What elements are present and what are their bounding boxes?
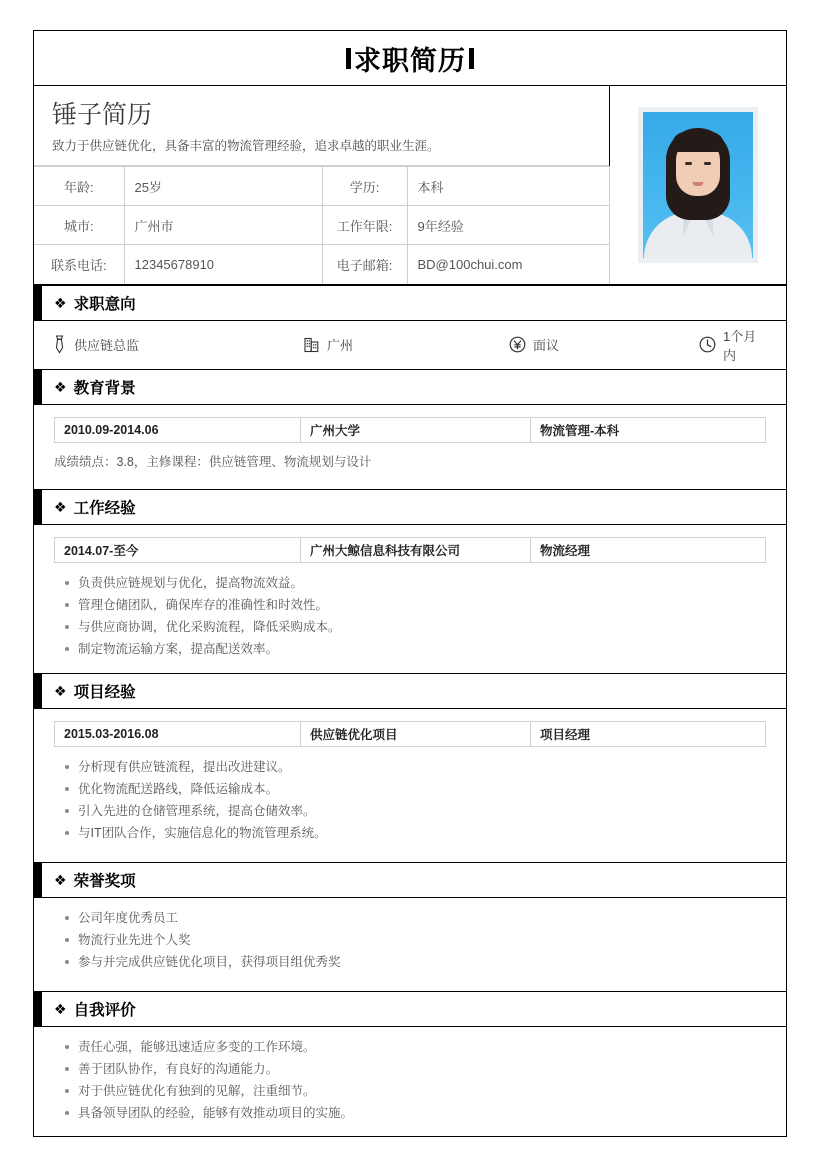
education-date: 2010.09-2014.06	[55, 418, 301, 442]
table-row	[34, 167, 609, 206]
section-header-project	[34, 673, 786, 709]
section-header-self	[34, 991, 786, 1027]
section-body-education	[34, 417, 786, 489]
section-title-project: 项目经验	[73, 683, 136, 701]
title-left-mark-icon	[346, 48, 351, 69]
project-date: 2015.03-2016.08	[55, 722, 301, 746]
avatar-eye-right	[704, 162, 711, 165]
tie-icon	[52, 335, 67, 354]
info-label-city: 城市:	[34, 206, 124, 245]
spacer	[34, 973, 786, 991]
info-value-age: 25岁	[124, 167, 322, 206]
work-role: 物流经理	[540, 543, 591, 558]
list-item: 制定物流运输方案，提高配送效率。	[78, 638, 786, 660]
document-title-bar	[34, 31, 786, 86]
education-major: 物流管理-本科	[540, 423, 620, 438]
spacer	[34, 660, 786, 673]
section-title-intent: 求职意向	[73, 295, 136, 313]
avatar-fringe	[672, 132, 724, 152]
list-item: 与供应商协调，优化采购流程，降低采购成本。	[78, 616, 786, 638]
info-value-education: 本科	[407, 167, 609, 206]
list-item: 与IT团队合作，实施信息化的物流管理系统。	[78, 822, 786, 844]
list-item: 负责供应链规划与优化，提高物流效益。	[78, 572, 786, 594]
list-item: 善于团队协作，有良好的沟通能力。	[78, 1058, 786, 1080]
clock-icon	[699, 336, 716, 353]
work-company: 广州大鲸信息科技有限公司	[301, 538, 531, 562]
intent-position	[52, 335, 304, 354]
basic-info-table	[34, 166, 610, 284]
yen-circle-icon	[509, 336, 526, 353]
intent-salary-text: 面议	[533, 338, 560, 353]
section-header-education	[34, 369, 786, 405]
education-entry-header	[54, 417, 766, 443]
table-row	[34, 245, 609, 284]
list-item: 优化物流配送路线，降低运输成本。	[78, 778, 786, 800]
title-right-mark-icon	[469, 48, 474, 69]
education-note: 成绩绩点：3.8，主修课程：供应链管理、物流规划与设计	[54, 454, 372, 469]
profile-details	[34, 86, 610, 284]
section-header-intent	[34, 285, 786, 321]
info-label-age: 年龄:	[34, 167, 124, 206]
project-entry-header	[54, 721, 766, 747]
section-accent-bar	[34, 370, 42, 404]
page-title	[343, 39, 477, 78]
work-bullet-list	[34, 572, 786, 660]
list-item: 分析现有供应链流程，提出改进建议。	[78, 756, 786, 778]
info-value-city: 广州市	[124, 206, 322, 245]
spacer	[34, 471, 786, 489]
list-item: 物流行业先进个人奖	[78, 929, 786, 951]
section-accent-bar	[34, 992, 42, 1026]
section-accent-bar	[34, 674, 42, 708]
section-title-education: 教育背景	[73, 379, 136, 397]
project-name: 供应链优化项目	[301, 722, 531, 746]
section-header-work	[34, 489, 786, 525]
info-label-phone: 联系电话:	[34, 245, 124, 284]
intent-position-text: 供应链总监	[74, 338, 140, 353]
info-value-email: BD@100chui.com	[407, 245, 609, 284]
section-body-self	[34, 1036, 786, 1124]
section-title-work: 工作经验	[73, 499, 136, 517]
list-item: 引入先进的仓储管理系统，提高仓储效率。	[78, 800, 786, 822]
avatar	[643, 112, 753, 258]
page-title-text: 求职简历	[354, 45, 466, 76]
building-icon	[304, 336, 320, 353]
intent-availability	[699, 326, 768, 364]
education-school: 广州大学	[301, 418, 531, 442]
double-diamond-icon: ❖	[54, 682, 67, 699]
section-body-honors	[34, 907, 786, 991]
project-bullet-list	[34, 756, 786, 844]
double-diamond-icon: ❖	[54, 378, 67, 395]
spacer	[34, 844, 786, 862]
list-item: 对于供应链优化有独到的见解，注重细节。	[78, 1080, 786, 1102]
list-item: 参与并完成供应链优化项目，获得项目组优秀奖	[78, 951, 786, 973]
double-diamond-icon: ❖	[54, 1000, 67, 1017]
honors-bullet-list	[34, 907, 786, 973]
intent-city-text: 广州	[327, 338, 354, 353]
info-value-phone: 12345678910	[124, 245, 322, 284]
table-row	[34, 206, 609, 245]
person-tagline: 致力于供应链优化，具备丰富的物流管理经验，追求卓越的职业生涯。	[52, 139, 440, 153]
intent-availability-text: 1个月内	[723, 328, 757, 363]
double-diamond-icon: ❖	[54, 294, 67, 311]
section-accent-bar	[34, 286, 42, 320]
section-body-work	[34, 537, 786, 673]
intent-city	[304, 335, 509, 354]
section-body-project	[34, 721, 786, 862]
section-accent-bar	[34, 863, 42, 897]
list-item: 具备领导团队的经验，能够有效推动项目的实施。	[78, 1102, 786, 1124]
info-label-email: 电子邮箱:	[322, 245, 407, 284]
section-title-self: 自我评价	[73, 1001, 136, 1019]
double-diamond-icon: ❖	[54, 871, 67, 888]
intent-row	[34, 321, 786, 369]
project-role: 项目经理	[540, 727, 591, 742]
section-header-honors	[34, 862, 786, 898]
double-diamond-icon: ❖	[54, 498, 67, 515]
self-bullet-list	[34, 1036, 786, 1124]
list-item: 责任心强，能够迅速适应多变的工作环境。	[78, 1036, 786, 1058]
section-body-intent	[34, 321, 786, 369]
section-accent-bar	[34, 490, 42, 524]
name-block	[34, 86, 609, 166]
info-label-education: 学历:	[322, 167, 407, 206]
section-title-honors: 荣誉奖项	[73, 872, 136, 890]
list-item: 管理仓储团队，确保库存的准确性和时效性。	[78, 594, 786, 616]
work-entry-header	[54, 537, 766, 563]
info-value-experience: 9年经验	[407, 206, 609, 245]
photo-area	[610, 86, 786, 284]
profile-header	[34, 86, 786, 285]
list-item: 公司年度优秀员工	[78, 907, 786, 929]
avatar-eye-left	[685, 162, 692, 165]
work-date: 2014.07-至今	[55, 538, 301, 562]
person-name: 锤子简历	[52, 101, 153, 129]
photo-frame	[638, 107, 758, 263]
resume-page	[33, 30, 787, 1137]
intent-salary	[509, 335, 699, 354]
info-label-experience: 工作年限:	[322, 206, 407, 245]
